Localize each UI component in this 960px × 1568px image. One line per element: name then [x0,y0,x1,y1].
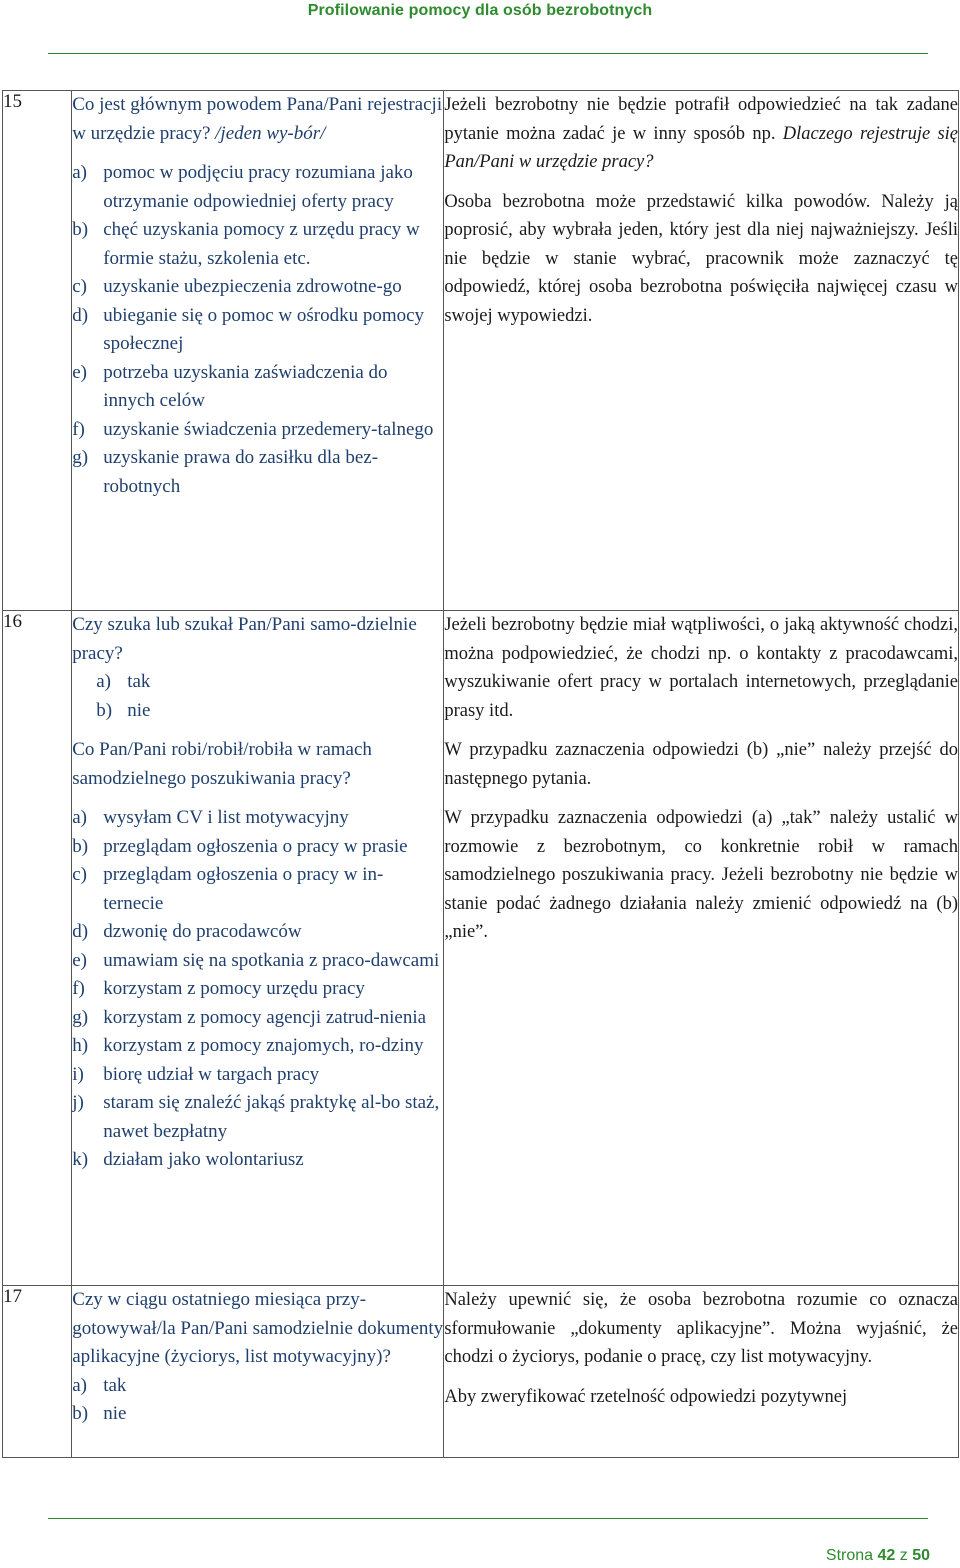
answer-option[interactable]: a) tak [72,1374,127,1396]
sub-question-text: Co Pan/Pani robi/robił/robiła w ramach samodzielnego poszukiwania pracy? [72,739,372,789]
instruction-text: Należy upewnić się, że osoba bezrobotna rozumie co oznacza sformułowanie „dokumenty aplikacyjne”. Można wyjaśnić, że chodzi o życiorys, podanie o pracę, czy list motywacyjny. [444,1290,958,1367]
answer-option[interactable]: i) biorę udział w targach pracy [72,1063,320,1085]
answer-option[interactable]: c) uzyskanie ubezpieczenia zdrowotne-go [72,276,402,297]
table-row [3,611,959,1286]
row-number: 17 [3,1286,72,1458]
answer-option[interactable]: c) przeglądam ogłoszenia o pracy w in-ternecie [72,864,384,914]
question-note: /jeden wy-bór/ [215,122,326,144]
answer-option[interactable]: e) umawiam się na spotkania z praco-dawcami [72,949,440,971]
instruction-text: W przypadku zaznaczenia odpowiedzi (a) „tak” należy ustalić w rozmowie z bezrobotnym, co konkretnie robił w ramach samodzielnego poszukiwania pracy. Jeżeli bezrobotny nie będzie w stanie podać żadnego działania należy zmienić odpowiedź na (b) „nie”. [444,808,958,942]
instruction-italic: Dlaczego rejestruje się Pan/Pani w urzędzie pracy? [444,123,959,172]
instruction-cell [444,91,959,611]
answer-option[interactable]: g) uzyskanie prawa do zasiłku dla bez-robotnych [72,447,379,497]
answer-option[interactable]: b) chęć uzyskania pomocy z urzędu pracy w formie stażu, szkolenia etc. [72,219,420,269]
question-cell [72,1286,444,1458]
table-row [3,1286,959,1458]
page-number: Strona 42 z 50 [825,1547,930,1564]
answer-option[interactable]: h) korzystam z pomocy znajomych, ro-dziny [72,1035,424,1056]
answer-options [72,668,443,725]
instruction-cell [444,1286,959,1458]
answer-option[interactable]: a) tak [96,671,151,692]
answer-option[interactable]: b) przeglądam ogłoszenia o pracy w prasie [72,835,408,857]
question-text [72,91,443,148]
answer-option[interactable]: k) działam jako wolontariusz [72,1149,304,1170]
answer-options [72,1372,443,1429]
instruction-text: Aby zweryfikować rzetelność odpowiedzi pozytywnej [444,1386,848,1407]
questionnaire-table [2,90,959,1458]
answer-option[interactable]: d) ubieganie się o pomoc w ośrodku pomocy społecznej [72,304,425,354]
question-label: Co jest głównym powodem Pana/Pani rejestracji w urzędzie pracy? [72,94,443,144]
running-header-title: Profilowanie pomocy dla osób bezrobotnych [307,2,653,19]
answer-option[interactable]: b) nie [72,1403,127,1424]
question-cell [72,611,444,1286]
question-text: Czy w ciągu ostatniego miesiąca przy-gotowywał/la Pan/Pani samodzielnie dokumenty aplikacyjne (życiorys, list motywacyjny)? [72,1289,444,1367]
answer-option[interactable]: b) nie [96,699,151,721]
answer-option[interactable]: a) wysyłam CV i list motywacyjny [72,807,349,828]
answer-option[interactable]: j) staram się znaleźć jakąś praktykę al-bo staż, nawet bezpłatny [72,1092,440,1142]
question-text: Czy szuka lub szukał Pan/Pani samo-dzielnie pracy? [72,614,417,664]
sub-answer-options [72,804,443,1175]
answer-option[interactable]: d) dzwonię do pracodawców [72,921,302,942]
instruction-text: Jeżeli bezrobotny będzie miał wątpliwości, o jaką aktywność chodzi, można podpowiedzieć, że chodzi np. o kontakty z pracodawcami, wyszukiwanie ofert pracy w portalach internetowych, przeglądanie prasy itd. [444,615,958,721]
answer-option[interactable]: e) potrzeba uzyskania zaświadczenia do innych celów [72,361,388,411]
header-rule [48,53,928,54]
answer-option[interactable]: f) korzystam z pomocy urzędu pracy [72,978,365,999]
answer-option[interactable]: a) pomoc w podjęciu pracy rozumiana jako otrzymanie odpowiedniej oferty pracy [72,162,413,212]
instruction-cell [444,611,959,1286]
answer-options [72,159,443,501]
row-number: 16 [3,611,72,1286]
instruction-text: Osoba bezrobotna może przedstawić kilka powodów. Należy ją poprosić, aby wybrała jeden, który jest dla niej najważniejszy. Jeśli nie będzie w stanie wybrać, pracownik może zaznaczyć tę odpowiedź, której osoba bezrobotna poświęciła najwięcej czasu w swojej wypowiedzi. [444,191,958,326]
table-row [3,91,959,611]
answer-option[interactable]: f) uzyskanie świadczenia przedemery-talnego [72,418,434,440]
footer-rule [48,1518,928,1519]
answer-option[interactable]: g) korzystam z pomocy agencji zatrud-nienia [72,1006,427,1028]
instruction-text: Jeżeli bezrobotny nie będzie potrafił odpowiedzieć na tak zadane pytanie można zadać je w inny sposób np. Dlaczego rejestruje się Pan/Pani w urzędzie pracy? [444,95,959,172]
question-cell [72,91,444,611]
row-number: 15 [3,91,72,611]
instruction-text: W przypadku zaznaczenia odpowiedzi (b) „nie” należy przejść do następnego pytania. [444,740,958,789]
